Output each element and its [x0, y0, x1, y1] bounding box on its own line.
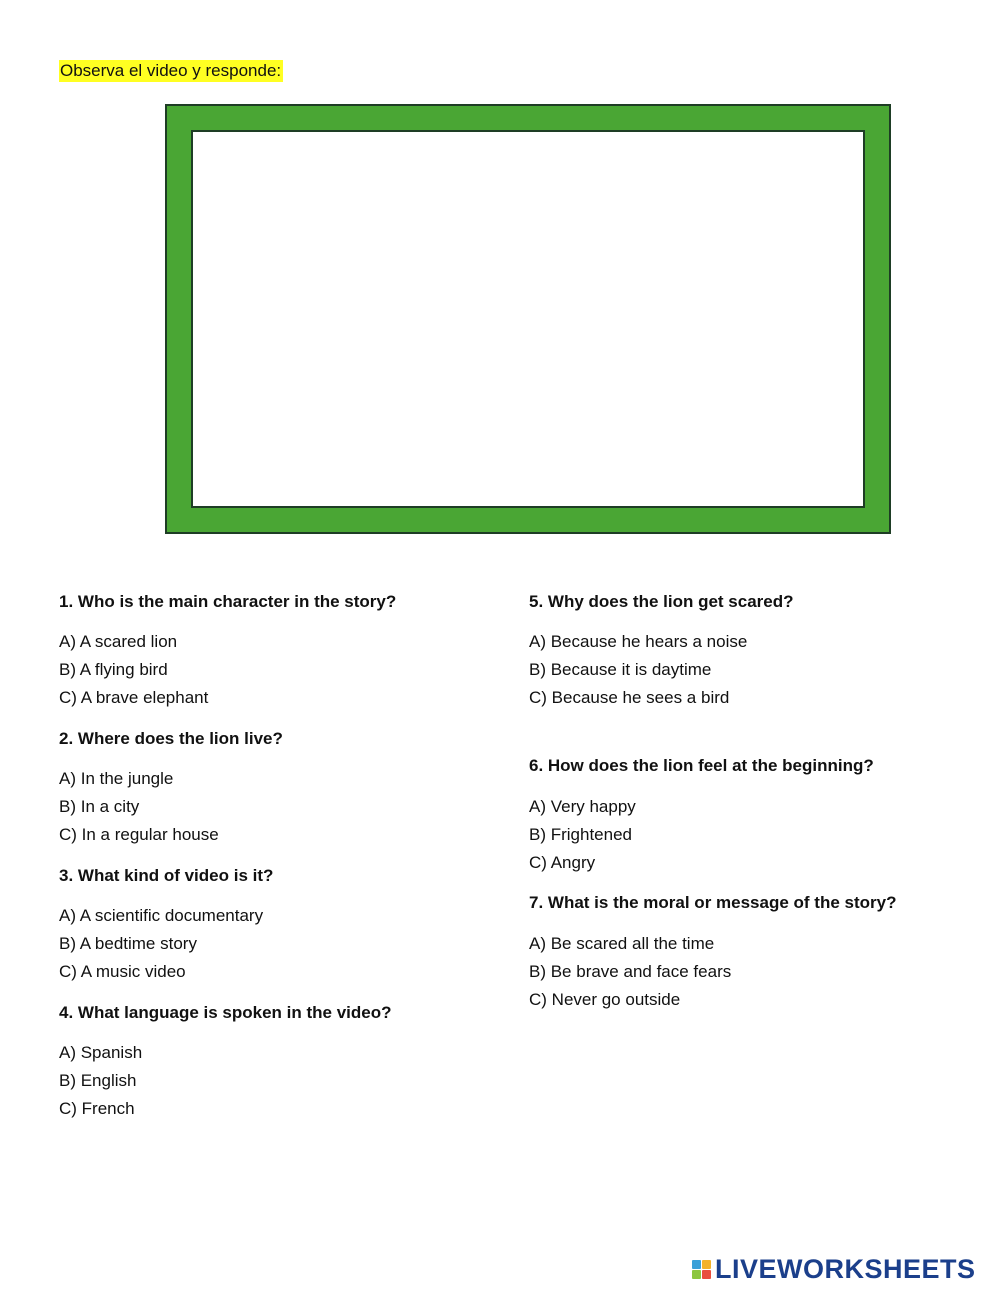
q2-option-a[interactable]: A) In the jungle	[59, 769, 174, 788]
q5-option-a[interactable]: A) Because he hears a noise	[529, 632, 748, 651]
question-4: 4. What language is spoken in the video?	[59, 1003, 392, 1022]
video-placeholder[interactable]	[191, 130, 865, 508]
q7-option-a[interactable]: A) Be scared all the time	[529, 934, 715, 953]
q6-option-c[interactable]: C) Angry	[529, 853, 596, 872]
brand-name: LIVEWORKSHEETS	[715, 1253, 976, 1284]
q7-option-b[interactable]: B) Be brave and face fears	[529, 962, 732, 981]
question-5: 5. Why does the lion get scared?	[529, 592, 794, 611]
question-1: 1. Who is the main character in the story?	[59, 592, 397, 611]
question-3: 3. What kind of video is it?	[59, 866, 274, 885]
q3-option-a[interactable]: A) A scientific documentary	[59, 906, 264, 925]
q6-option-a[interactable]: A) Very happy	[529, 797, 636, 816]
q4-option-b[interactable]: B) English	[59, 1071, 137, 1090]
video-frame[interactable]	[165, 104, 891, 534]
q3-option-b[interactable]: B) A bedtime story	[59, 934, 197, 953]
question-2: 2. Where does the lion live?	[59, 729, 283, 748]
q3-option-c[interactable]: C) A music video	[59, 962, 186, 981]
question-6: 6. How does the lion feel at the beginning?	[529, 756, 874, 775]
q5-option-b[interactable]: B) Because it is daytime	[529, 660, 712, 679]
q7-option-c[interactable]: C) Never go outside	[529, 990, 681, 1009]
liveworksheets-logo	[692, 1254, 976, 1284]
question-7: 7. What is the moral or message of the story?	[529, 893, 897, 912]
q6-option-b[interactable]: B) Frightened	[529, 825, 632, 844]
q4-option-c[interactable]: C) French	[59, 1099, 135, 1118]
q5-option-c[interactable]: C) Because he sees a bird	[529, 688, 730, 707]
q1-option-b[interactable]: B) A flying bird	[59, 660, 168, 679]
q1-option-c[interactable]: C) A brave elephant	[59, 688, 209, 707]
q1-option-a[interactable]: A) A scared lion	[59, 632, 178, 651]
instruction-text: Observa el video y responde:	[60, 61, 282, 80]
q2-option-b[interactable]: B) In a city	[59, 797, 140, 816]
q4-option-a[interactable]: A) Spanish	[59, 1043, 143, 1062]
liveworksheets-logo-icon	[692, 1260, 711, 1279]
q2-option-c[interactable]: C) In a regular house	[59, 825, 219, 844]
